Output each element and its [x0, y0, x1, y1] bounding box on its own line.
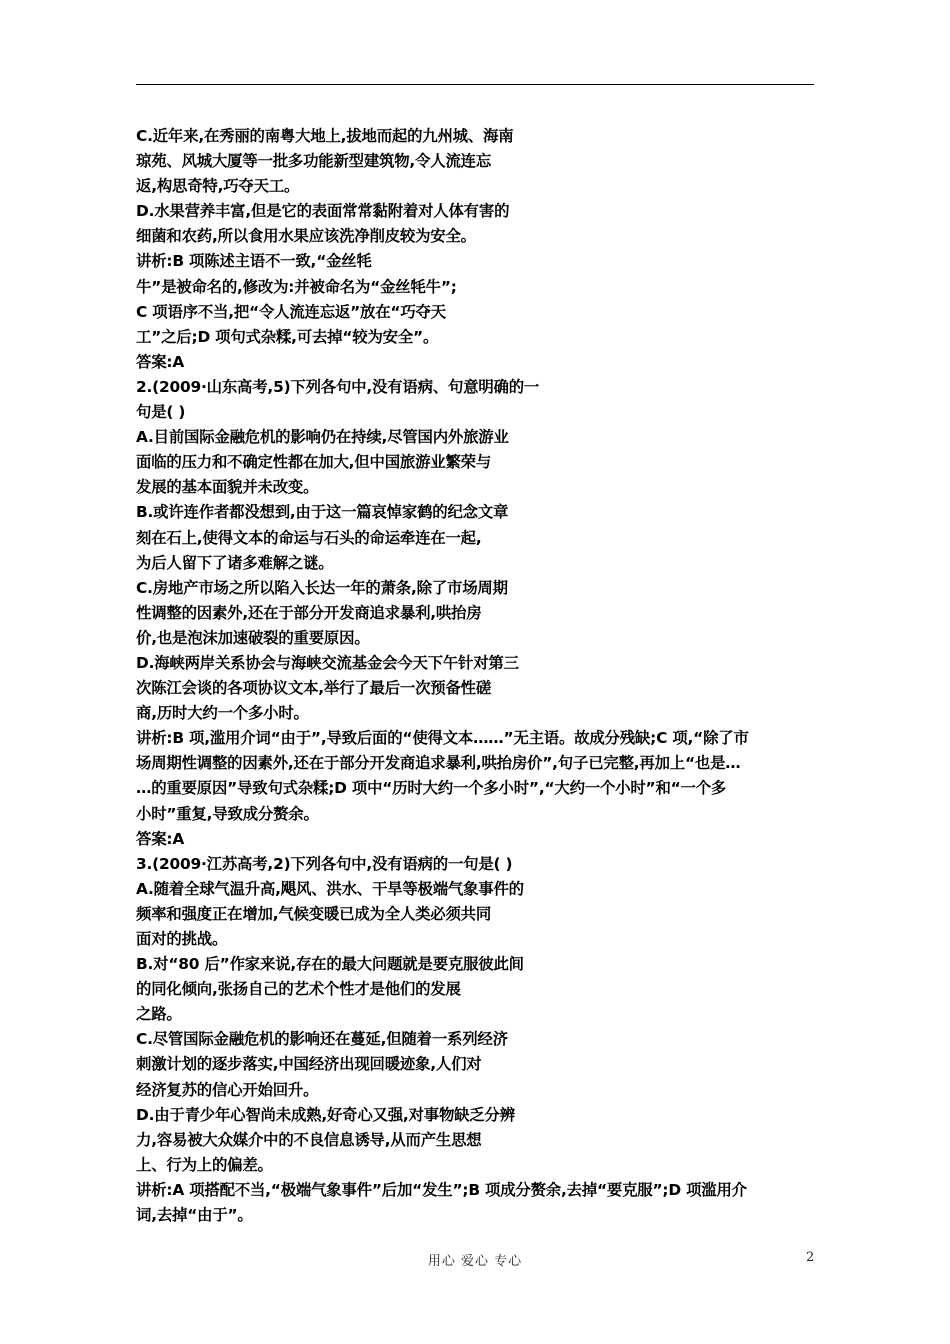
text-line: 答案:A	[136, 829, 185, 848]
text-line: 次陈江会谈的各项协议文本,举行了最后一次预备性磋	[136, 679, 492, 698]
text-line: C.房地产市场之所以陷入长达一年的萧条,除了市场周期	[136, 578, 508, 597]
text-line: 经济复苏的信心开始回升。	[136, 1080, 319, 1099]
text-line: 讲析:B 项陈述主语不一致,“金丝牦	[136, 252, 372, 271]
text-line: 的同化倾向,张扬自己的艺术个性才是他们的发展	[136, 980, 461, 999]
text-line: 答案:A	[136, 352, 185, 371]
text-line: 商,历时大约一个多小时。	[136, 704, 309, 723]
text-line: 讲析:A 项搭配不当,“极端气象事件”后加“发生”;B 项成分赘余,去掉“要克服”;D 项滥用介	[136, 1180, 747, 1199]
text-line: B.对“80 后”作家来说,存在的最大问题就是要克服彼此间	[136, 955, 524, 974]
text-line: 2.(2009·山东高考,5)下列各句中,没有语病、句意明确的一	[136, 377, 540, 396]
text-line: 力,容易被大众媒介中的不良信息诱导,从而产生思想	[136, 1130, 482, 1149]
text-line: 句是( )	[136, 403, 186, 422]
text-line: 牛”是被命名的,修改为:并被命名为“金丝牦牛”;	[136, 277, 457, 296]
page-footer: 用心 爱心 专心	[427, 1254, 523, 1269]
text-line: 工”之后;D 项句式杂糅,可去掉“较为安全”。	[136, 327, 439, 346]
text-line: C.近年来,在秀丽的南粤大地上,拔地而起的九州城、海南	[136, 127, 514, 145]
text-line: 上、行为上的偏差。	[136, 1155, 273, 1174]
text-line: 刺激计划的逐步落实,中国经济出现回暖迹象,人们对	[136, 1055, 482, 1074]
text-line: D.水果营养丰富,但是它的表面常常黏附着对人体有害的	[136, 202, 510, 221]
text-line: D.海峡两岸关系协会与海峡交流基金会今天下午针对第三	[136, 653, 519, 672]
text-line: A.随着全球气温升高,飓风、洪水、干旱等极端气象事件的	[136, 879, 524, 898]
text-line: 之路。	[136, 1005, 182, 1024]
header-rule	[136, 84, 814, 85]
text-line: C.尽管国际金融危机的影响还在蔓延,但随着一系列经济	[136, 1030, 508, 1049]
text-line: 琼苑、风城大厦等一批多功能新型建筑物,令人流连忘	[136, 152, 492, 171]
text-line: 3.(2009·江苏高考,2)下列各句中,没有语病的一句是( )	[136, 854, 513, 873]
text-line: 性调整的因素外,还在于部分开发商追求暴利,哄抬房	[136, 603, 482, 622]
text-line: 发展的基本面貌并未改变。	[136, 478, 319, 497]
text-line: 词,去掉“由于”。	[136, 1206, 253, 1225]
page-number: 2	[806, 1250, 815, 1265]
text-line: 细菌和农药,所以食用水果应该洗净削皮较为安全。	[136, 227, 476, 246]
text-line: 场周期性调整的因素外,还在于部分开发商追求暴利,哄抬房价”,句子已完整,再加上“也是…	[136, 754, 741, 773]
text-line: 面对的挑战。	[136, 930, 228, 948]
text-line: D.由于青少年心智尚未成熟,好奇心又强,对事物缺乏分辨	[136, 1105, 515, 1124]
text-line: 为后人留下了诸多难解之谜。	[136, 553, 334, 572]
text-line: A.目前国际金融危机的影响仍在持续,尽管国内外旅游业	[136, 428, 509, 447]
text-line: B.或许连作者都没想到,由于这一篇哀悼家鹤的纪念文章	[136, 503, 509, 522]
text-line: …的重要原因”导致句式杂糅;D 项中“历时大约一个多小时”,“大约一个小时”和“一个多	[136, 779, 727, 798]
text-line: 刻在石上,使得文本的命运与石头的命运牵连在一起,	[136, 528, 482, 547]
text-line: 讲析:B 项,滥用介词“由于”,导致后面的“使得文本……”无主语。故成分残缺;C 项,“除了市	[136, 729, 749, 748]
text-line: 频率和强度正在增加,气候变暖已成为全人类必须共同	[136, 904, 492, 923]
text-line: 小时”重复,导致成分赘余。	[136, 804, 319, 823]
text-line: C 项语序不当,把“令人流连忘返”放在“巧夺天	[136, 302, 446, 321]
document-body	[136, 124, 816, 1228]
text-line: 返,构思奇特,巧夺天工。	[136, 177, 300, 196]
text-line: 面临的压力和不确定性都在加大,但中国旅游业繁荣与	[136, 453, 492, 472]
text-line: 价,也是泡沫加速破裂的重要原因。	[136, 628, 370, 647]
